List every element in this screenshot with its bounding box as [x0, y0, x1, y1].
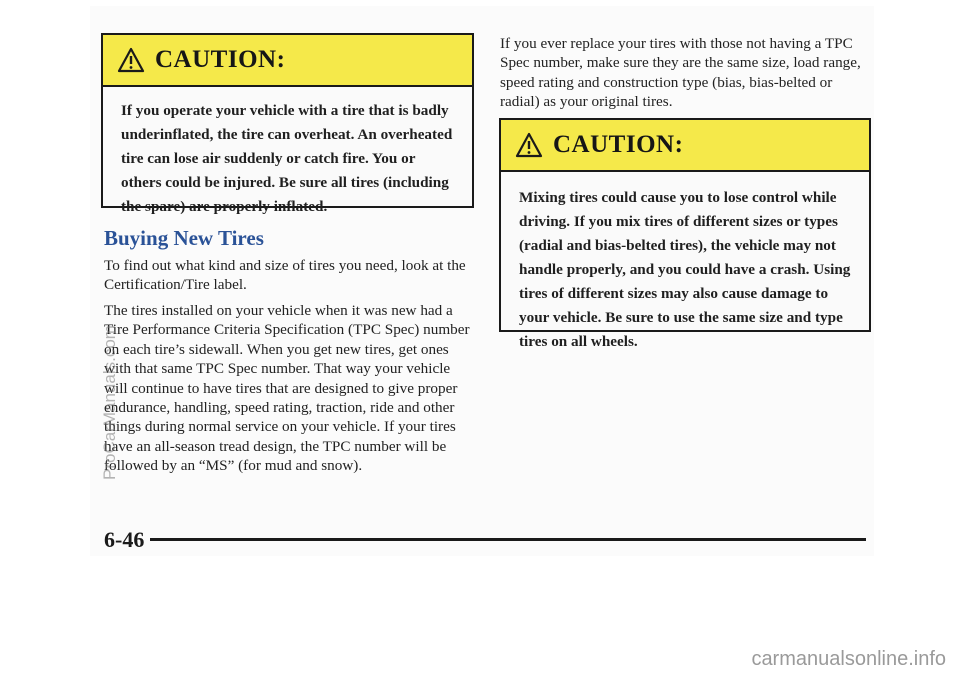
paragraph-intro: To find out what kind and size of tires you need, look at the Certification/Tire label. [104, 257, 466, 294]
footer-rule [150, 538, 866, 541]
paragraph-tpc-spec: The tires installed on your vehicle when it was new had a Tire Performance Criteria Specification (TPC Spec) number on each tire’s sidewall. When you get new tires, get ones with that same TPC Spec number. That way your vehicle will continue to have tires that are designed to give proper endurance, handling, speed rating, traction, ride and other things during normal service on your vehicle. If your tires have an all-season tread design, the TPC number will be followed by an “MS” (for mud and snow). [104, 302, 470, 475]
caution-title: CAUTION: [155, 46, 286, 73]
caution-box-underinflated [101, 33, 474, 215]
side-watermark: ProCarManuals.com [100, 325, 119, 480]
page-number: 6-46 [104, 527, 145, 552]
warning-triangle-icon [515, 132, 543, 158]
caution-text: If you operate your vehicle with a tire that is badly underinflated, the tire can overheat. An overheated tire can lose air suddenly or catch fire. You or others could be injured. Be sure all tires (including the spare) are properly inflated. [121, 102, 453, 215]
paragraph-replace-tires: If you ever replace your tires with those not having a TPC Spec number, make sure they are the same size, load range, speed rating and construction type (bias, bias-belted or radial) as your original tires. [500, 35, 861, 111]
caution-header [103, 35, 472, 87]
caution-text: Mixing tires could cause you to lose control while driving. If you mix tires of different sizes or types (radial and bias-belted tires), the vehicle may not handle properly, and you could have a crash. Using tires of different sizes may also cause damage to your vehicle. Be sure to use the same size and type tires on all wheels. [519, 189, 851, 350]
warning-triangle-icon [117, 47, 145, 73]
caution-title: CAUTION: [553, 131, 684, 158]
bottom-watermark: carmanualsonline.info [751, 648, 946, 670]
caution-box-mixing-tires [499, 118, 871, 350]
caution-header [501, 120, 869, 172]
section-heading: Buying New Tires [104, 226, 264, 250]
